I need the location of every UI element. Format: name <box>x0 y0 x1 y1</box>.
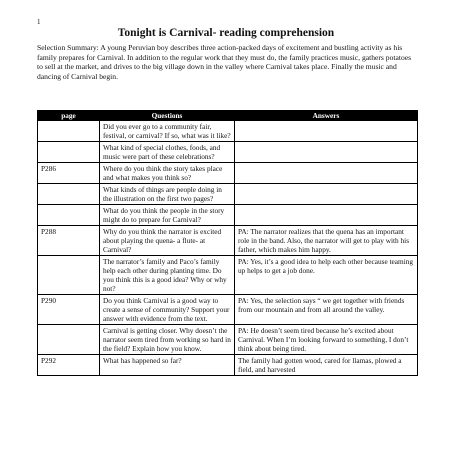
row-page: P288 <box>38 226 100 256</box>
table-row <box>38 256 418 295</box>
row-page <box>38 142 100 163</box>
row-answer: PA: He doesn’t seem tired because he’s excited about Carnival. When I’m looking forward to something, I don’t think about being tired. <box>235 325 418 355</box>
row-page <box>38 184 100 205</box>
row-question: What kinds of things are people doing in the illustration on the first two pages? <box>100 184 235 205</box>
comprehension-table <box>37 110 418 376</box>
page-title: Tonight is Carnival- reading comprehension <box>117 27 335 39</box>
row-answer: PA: Yes, the selection says “ we get together with friends from our mountain and from all around the valley. <box>235 295 418 325</box>
row-page: P286 <box>38 163 100 184</box>
row-answer <box>235 205 418 226</box>
row-answer: PA: The narrator realizes that the quena has an important role in the band. Also, the narrator will get to play with his father, which makes him happy. <box>235 226 418 256</box>
header-page: page <box>38 111 100 121</box>
row-answer: The family had gotten wood, cared for llamas, plowed a field, and harvested <box>235 355 418 376</box>
row-answer <box>235 121 418 142</box>
row-question: What kind of special clothes, foods, and music were part of these celebrations? <box>100 142 235 163</box>
table-row <box>38 295 418 325</box>
row-answer: PA: Yes, it’s a good idea to help each other because teaming up helps to get a job done. <box>235 256 418 295</box>
table-row <box>38 163 418 184</box>
table-row <box>38 205 418 226</box>
row-question: Did you ever go to a community fair, festival, or carnival? If so, what was it like? <box>100 121 235 142</box>
row-question: What has happened so far? <box>100 355 235 376</box>
row-page <box>38 205 100 226</box>
row-answer <box>235 163 418 184</box>
row-page: P292 <box>38 355 100 376</box>
row-question: What do you think the people in the story might do to prepare for Carnival? <box>100 205 235 226</box>
row-question: Why do you think the narrator is excited about playing the quena- a flute- at Carnival? <box>100 226 235 256</box>
row-answer <box>235 184 418 205</box>
header-answers: Answers <box>235 111 418 121</box>
table-row <box>38 325 418 355</box>
row-answer <box>235 142 418 163</box>
table-row <box>38 226 418 256</box>
row-question: Carnival is getting closer. Why doesn’t the narrator seem tired from working so hard in the field? Explain how you know. <box>100 325 235 355</box>
table-header-row <box>38 111 418 121</box>
table-row <box>38 121 418 142</box>
table-row <box>38 355 418 376</box>
selection-summary: Selection Summary: A young Peruvian boy describes three action-packed days of excitement and bustling activity as his family prepares for Carnival. In addition to the regular work that they must do, the family practices music, gathers potatoes to sell at the market, and drives to the big village down in the valley where Carnival takes place. Finally the music and dancing of Carnival begin. <box>37 43 412 81</box>
row-page: P290 <box>38 295 100 325</box>
table-row <box>38 142 418 163</box>
header-questions: Questions <box>100 111 235 121</box>
row-page <box>38 325 100 355</box>
row-question: Do you think Carnival is a good way to create a sense of community? Support your answer with evidence from the text. <box>100 295 235 325</box>
table-row <box>38 184 418 205</box>
page-number: 1 <box>37 18 41 26</box>
row-question: Where do you think the story takes place and what makes you think so? <box>100 163 235 184</box>
row-page <box>38 121 100 142</box>
row-question: The narrator’s family and Paco’s family help each other during planting time. Do you think this is a good idea? Why or why not? <box>100 256 235 295</box>
row-page <box>38 256 100 295</box>
